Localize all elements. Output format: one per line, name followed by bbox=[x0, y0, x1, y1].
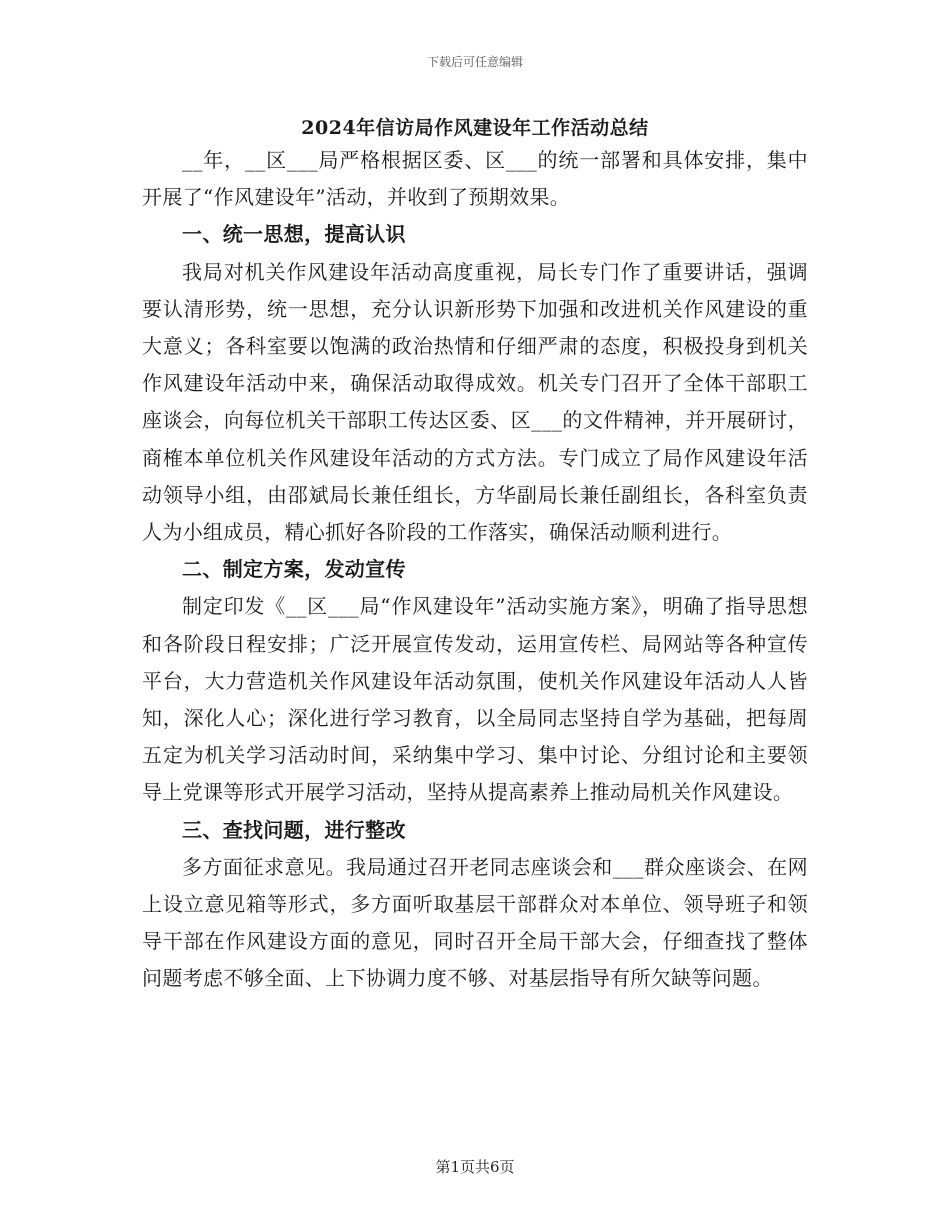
page-footer-number: 第1页共6页 bbox=[435, 1158, 515, 1176]
page-header-note: 下载后可任意编辑 bbox=[426, 55, 523, 69]
section-heading-2: 二、制定方案，发动宣传 bbox=[182, 557, 406, 582]
document-body bbox=[142, 114, 808, 998]
section-heading-3: 三、查找问题，进行整改 bbox=[182, 817, 406, 842]
section-2-paragraph: 制定印发《__区___局“作风建设年”活动实施方案》，明确了指导思想和各阶段日程安排；广泛开展宣传发动，运用宣传栏、局网站等各种宣传平台，大力营造机关作风建设年活动氛围，使机关作风建设年活动人人皆知，深化人心；深化进行学习教育，以全局同志坚持自学为基础，把每周五定为机关学习活动时间，采纳集中学习、集中讨论、分组讨论和主要领导上党课等形式开展学习活动，坚持从提高素养上推动局机关作风建设。 bbox=[142, 594, 808, 805]
section-1-paragraph: 我局对机关作风建设年活动高度重视，局长专门作了重要讲话，强调要认清形势，统一思想，充分认识新形势下加强和改进机关作风建设的重大意义；各科室要以饱满的政治热情和仔细严肃的态度，积极投身到机关作风建设年活动中来，确保活动取得成效。机关专门召开了全体干部职工座谈会，向每位机关干部职工传达区委、区___的文件精神，并开展研讨，商榷本单位机关作风建设年活动的方式方法。专门成立了局作风建设年活动领导小组，由邵斌局长兼任组长，方华副局长兼任副组长，各科室负责人为小组成员，精心抓好各阶段的工作落实，确保活动顺利进行。 bbox=[142, 259, 808, 545]
document-title: 2024年信访局作风建设年工作活动总结 bbox=[301, 117, 649, 139]
intro-paragraph: __年，__区___局严格根据区委、区___的统一部署和具体安排，集中开展了“作风建设年”活动，并收到了预期效果。 bbox=[142, 148, 808, 210]
section-heading-1: 一、统一思想，提高认识 bbox=[182, 222, 406, 247]
section-3-paragraph: 多方面征求意见。我局通过召开老同志座谈会和___群众座谈会、在网上设立意见箱等形式，多方面听取基层干部群众对本单位、领导班子和领导干部在作风建设方面的意见，同时召开全局干部大会，仔细查找了整体问题考虑不够全面、上下协调力度不够、对基层指导有所欠缺等问题。 bbox=[142, 854, 808, 991]
